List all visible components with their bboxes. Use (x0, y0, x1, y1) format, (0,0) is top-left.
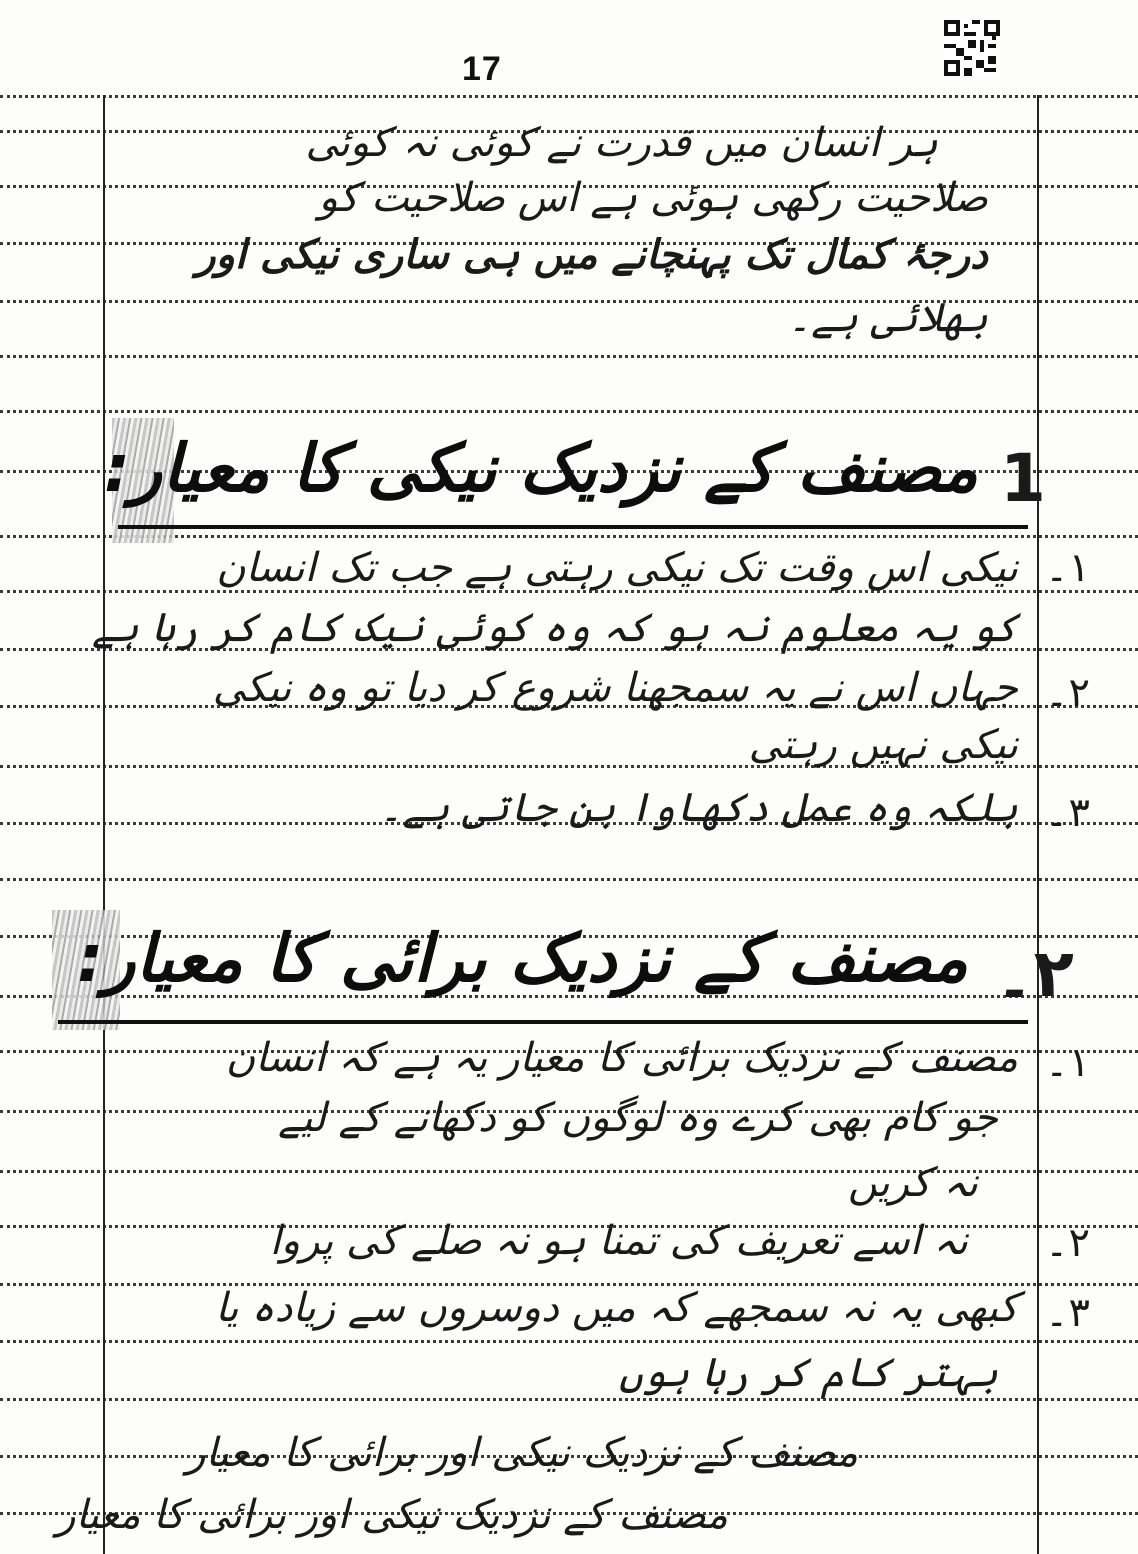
qr-code-icon (944, 20, 1000, 76)
footer-line-2: مصنف کے نزدیک نیکی اور برائی کا معیار (56, 1492, 728, 1538)
intro-line-1: ہر انسان میں قدرت نے کوئی نہ کوئی (305, 120, 938, 166)
section2-point2-line1: نہ اسے تعریف کی تمنا ہو نہ صلے کی پروا (269, 1218, 968, 1264)
section2-point1-line3: نہ کریں (848, 1160, 978, 1206)
section2-point1-marker: ۱۔ (1045, 1040, 1090, 1086)
ruled-line (0, 410, 1138, 413)
page-number: 17 (462, 50, 502, 88)
section1-point2-marker: ۲۔ (1045, 670, 1090, 716)
section1-heading-underline (118, 525, 1028, 529)
left-margin-line (103, 95, 105, 1554)
section1-point3-marker: ۳۔ (1045, 790, 1090, 836)
right-margin-line (1037, 95, 1039, 1554)
section2-point1-line2: جو کام بھی کرے وہ لوگوں کو دکھانے کے لیے (278, 1095, 998, 1141)
ruled-line (0, 878, 1138, 881)
section2-point3-marker: ۳۔ (1045, 1290, 1090, 1336)
section1-number: 1 (1000, 440, 1046, 517)
section1-point1-line2: کو یہ معلوم نہ ہو کہ وہ کوئی نیک کام کر رہا ہے (91, 605, 1018, 651)
footer-line-1: مصنف کے نزدیک نیکی اور برائی کا معیار (186, 1430, 858, 1476)
ruled-line (0, 1340, 1138, 1343)
section1-point1-line1: نیکی اس وقت تک نیکی رہتی ہے جب تک انسان (216, 545, 1018, 591)
section2-point2-marker: ۲۔ (1045, 1220, 1090, 1266)
section1-point2-line2: نیکی نہیں رہتی (748, 722, 1018, 768)
section1-point2-line1: جہاں اس نے یہ سمجھنا شروع کر دیا تو وہ نیکی (212, 665, 1018, 711)
section2-number: ۲۔ (995, 935, 1074, 1012)
intro-line-3: درجۂ کمال تک پہنچانے میں ہی ساری نیکی اور (196, 232, 988, 278)
section2-point3-line2: بہتر کام کر رہا ہوں (619, 1350, 998, 1396)
section2-heading: مصنف کے نزدیک برائی کا معیار: (77, 920, 968, 997)
section2-heading-underline (58, 1020, 1028, 1024)
section2-point3-line1: کبھی یہ نہ سمجھے کہ میں دوسروں سے زیادہ یا (215, 1285, 1018, 1331)
section1-heading: مصنف کے نزدیک نیکی کا معیار: (103, 430, 978, 507)
section1-point1-marker: ۱۔ (1045, 545, 1090, 591)
ruled-line (0, 1398, 1138, 1401)
ruled-line (0, 355, 1138, 358)
ruled-line (0, 95, 1138, 98)
section2-point1-line1: مصنف کے نزدیک برائی کا معیار یہ ہے کہ انسان (225, 1035, 1018, 1081)
intro-line-4: بھلائی ہے۔ (787, 295, 988, 341)
section1-point3-line1: بلکہ وہ عمل دکھاوا بن جاتی ہے۔ (379, 785, 1018, 831)
intro-line-2: صلاحیت رکھی ہوئی ہے اس صلاحیت کو (318, 175, 988, 221)
